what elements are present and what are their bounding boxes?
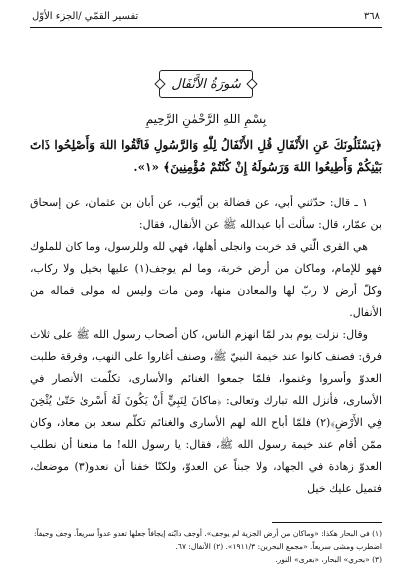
paragraph: وقال: نزلت يوم بدر لمّا انهزم الناس، كان أصحاب رسول الله ﷺ على ثلاث فرق: فصنف كانوا عند خيمة النبيّ ﷺ، وصنف أغاروا على النهب، وفرقة طلبت العدوّ وأسروا وغنموا، فلمّا جمعوا الغنائم والأسارى، تكلّمت الأنصار في الأسارى، فأنزل الله تبارك وتعالى: ﴿ماكانَ لِنَبِيٍّ أَنْ يَكُونَ لَهُ أَسْرىٰ حَتّىٰ يُثْخِنَ فِي الأَرْضِ﴾(٢) فلمّا أباح الله لهم الأسارى والغنائم تكلّم سعد بن معاذ، وكان ممّن أقام عند خيمة رسول الله ﷺ، فقال: يا رسول الله! ما منعنا أن نطلب العدوّ زهادة في الجهاد، ولا جبناً عن العدوّ، ولكنّا خفنا أن نعدو(٣) موضعك، فتميل عليك خيل [30, 328, 382, 495]
footnote: (٣) «بحري» البحار، «بعرى» النور. [275, 555, 382, 564]
surah-title: سُورَةُ الأَنْفَال [171, 76, 241, 92]
header-rule [30, 27, 382, 28]
paragraph: ١ ـ قال: حدّثني أبي، عن فضالة بن أيّوب، عن أبان بن عثمان، عن إسحاق بن عمّار، قال: سألت أبا عبدالله ﷺ عن الأنفال، فقال: [30, 196, 382, 231]
page-number: ٣٦٨ [363, 11, 380, 22]
basmala: بِسْمِ اللهِ الرَّحْمٰنِ الرَّحِيمِ [145, 112, 267, 126]
footnote-rule [272, 522, 382, 523]
running-title: تفسير القمّي /الجزء الأوّل [32, 11, 139, 22]
surah-title-frame [159, 70, 253, 98]
commentary-body [30, 192, 382, 500]
quran-verse: ﴿يَسْئَلُونَكَ عَنِ الأَنْفَالِ قُلِ الأَنْفَالُ لِلّٰهِ وَالرَّسُولِ فَاتَّقُوا اللهَ وَأَصْلِحُوا ذَاتَ بَيْنِكُمْ وَأَطِيعُوا اللهَ وَرَسُولَهُ إِنْ كُنْتُمْ مُؤْمِنِينَ﴾ «١». [30, 138, 382, 174]
footnote: (١) في البحار هكذا: «وماكان من أرض الجزية لم يوجف». أوجف دابّته إيجافاً جعلها تعدو عدواً سريعاً. وجف وجيفاً: اضطرب ومشى سريعاً. «مجمع البحرين: ١٩١١/٣». (٢) الأنفال: ٦٧. [34, 529, 382, 551]
footnotes [30, 527, 382, 566]
document-page [30, 10, 382, 574]
running-header [30, 10, 382, 24]
paragraph: هي القرى الّتي قد خربت وانجلى أهلها، فهي لله وللرسول، وما كان للملوك فهو للإمام، وماكان من أرض خربة، وما لم يوجف(١) عليها بخيل ولا ركاب، وكلّ أرض لا ربّ لها والمعادن منها، ومن مات وليس له مولى فماله من الأنفال. [30, 240, 382, 319]
